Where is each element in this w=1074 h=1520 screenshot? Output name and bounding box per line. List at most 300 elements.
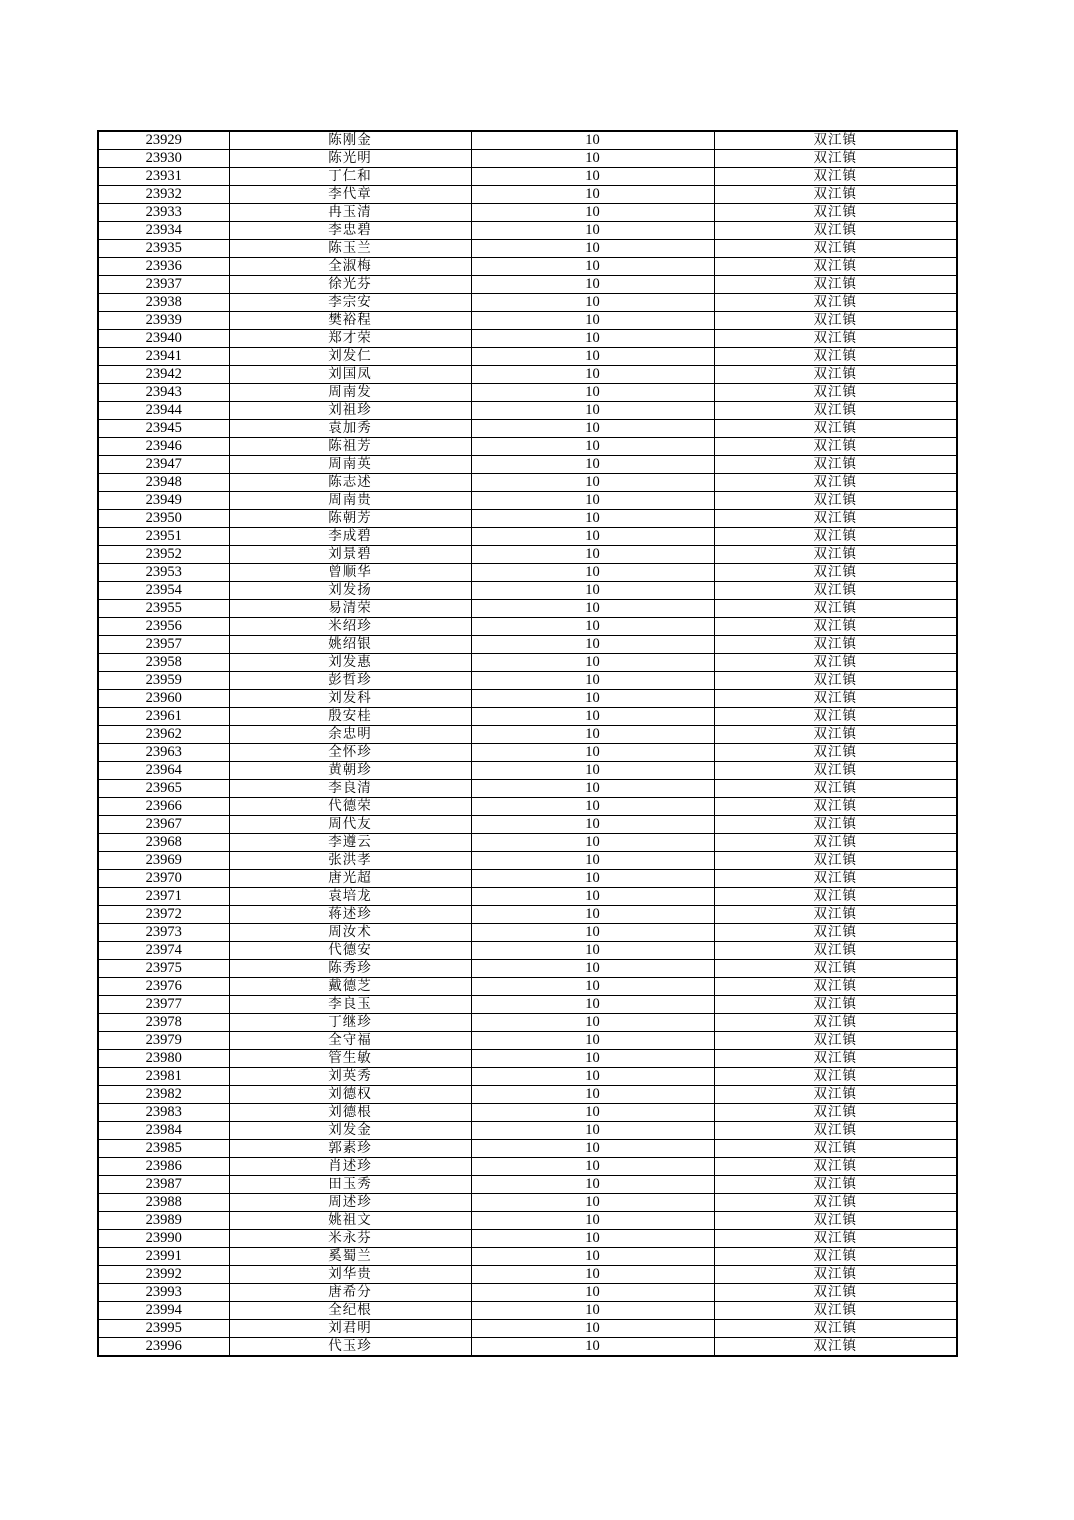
person-name-cell: 陈秀珍 (229, 960, 471, 978)
table-row (98, 420, 957, 438)
town-cell: 双江镇 (714, 906, 957, 924)
amount-cell: 10 (471, 1176, 714, 1194)
town-cell: 双江镇 (714, 852, 957, 870)
town-cell: 双江镇 (714, 312, 957, 330)
amount-cell: 10 (471, 186, 714, 204)
row-number-cell: 23944 (98, 402, 229, 420)
amount-cell: 10 (471, 510, 714, 528)
table-row (98, 1212, 957, 1230)
table-row (98, 222, 957, 240)
amount-cell: 10 (471, 852, 714, 870)
person-name-cell: 刘君明 (229, 1320, 471, 1338)
town-cell: 双江镇 (714, 222, 957, 240)
amount-cell: 10 (471, 978, 714, 996)
person-name-cell: 彭哲珍 (229, 672, 471, 690)
row-number-cell: 23966 (98, 798, 229, 816)
row-number-cell: 23996 (98, 1338, 229, 1357)
town-cell: 双江镇 (714, 258, 957, 276)
person-name-cell: 陈刚金 (229, 131, 471, 150)
roster-table (97, 130, 958, 1357)
row-number-cell: 23964 (98, 762, 229, 780)
town-cell: 双江镇 (714, 708, 957, 726)
person-name-cell: 米永芬 (229, 1230, 471, 1248)
amount-cell: 10 (471, 1302, 714, 1320)
row-number-cell: 23962 (98, 726, 229, 744)
table-row (98, 996, 957, 1014)
person-name-cell: 刘华贵 (229, 1266, 471, 1284)
amount-cell: 10 (471, 1338, 714, 1357)
person-name-cell: 刘英秀 (229, 1068, 471, 1086)
amount-cell: 10 (471, 528, 714, 546)
table-row (98, 888, 957, 906)
table-row (98, 582, 957, 600)
amount-cell: 10 (471, 906, 714, 924)
town-cell: 双江镇 (714, 870, 957, 888)
town-cell: 双江镇 (714, 996, 957, 1014)
town-cell: 双江镇 (714, 1050, 957, 1068)
table-row (98, 744, 957, 762)
town-cell: 双江镇 (714, 816, 957, 834)
amount-cell: 10 (471, 1158, 714, 1176)
amount-cell: 10 (471, 1104, 714, 1122)
row-number-cell: 23948 (98, 474, 229, 492)
row-number-cell: 23968 (98, 834, 229, 852)
amount-cell: 10 (471, 492, 714, 510)
amount-cell: 10 (471, 420, 714, 438)
town-cell: 双江镇 (714, 1158, 957, 1176)
person-name-cell: 黄朝珍 (229, 762, 471, 780)
row-number-cell: 23930 (98, 150, 229, 168)
row-number-cell: 23965 (98, 780, 229, 798)
row-number-cell: 23994 (98, 1302, 229, 1320)
amount-cell: 10 (471, 888, 714, 906)
table-row (98, 852, 957, 870)
table-row (98, 456, 957, 474)
town-cell: 双江镇 (714, 1014, 957, 1032)
row-number-cell: 23979 (98, 1032, 229, 1050)
person-name-cell: 米绍珍 (229, 618, 471, 636)
table-row (98, 1104, 957, 1122)
row-number-cell: 23988 (98, 1194, 229, 1212)
amount-cell: 10 (471, 564, 714, 582)
town-cell: 双江镇 (714, 1248, 957, 1266)
person-name-cell: 张洪孝 (229, 852, 471, 870)
table-row (98, 906, 957, 924)
amount-cell: 10 (471, 762, 714, 780)
person-name-cell: 李良清 (229, 780, 471, 798)
table-row (98, 1140, 957, 1158)
row-number-cell: 23981 (98, 1068, 229, 1086)
town-cell: 双江镇 (714, 204, 957, 222)
person-name-cell: 余忠明 (229, 726, 471, 744)
amount-cell: 10 (471, 1248, 714, 1266)
town-cell: 双江镇 (714, 636, 957, 654)
town-cell: 双江镇 (714, 942, 957, 960)
table-row (98, 330, 957, 348)
roster-table-body (98, 131, 957, 1356)
row-number-cell: 23971 (98, 888, 229, 906)
person-name-cell: 唐希分 (229, 1284, 471, 1302)
amount-cell: 10 (471, 726, 714, 744)
amount-cell: 10 (471, 438, 714, 456)
table-row (98, 131, 957, 150)
table-row (98, 474, 957, 492)
person-name-cell: 姚绍银 (229, 636, 471, 654)
table-row (98, 1158, 957, 1176)
town-cell: 双江镇 (714, 834, 957, 852)
amount-cell: 10 (471, 1266, 714, 1284)
amount-cell: 10 (471, 942, 714, 960)
row-number-cell: 23940 (98, 330, 229, 348)
amount-cell: 10 (471, 546, 714, 564)
table-row (98, 798, 957, 816)
row-number-cell: 23984 (98, 1122, 229, 1140)
table-row (98, 1302, 957, 1320)
person-name-cell: 刘德根 (229, 1104, 471, 1122)
amount-cell: 10 (471, 1014, 714, 1032)
table-row (98, 708, 957, 726)
person-name-cell: 冉玉清 (229, 204, 471, 222)
table-row (98, 510, 957, 528)
person-name-cell: 周述珍 (229, 1194, 471, 1212)
town-cell: 双江镇 (714, 618, 957, 636)
amount-cell: 10 (471, 1140, 714, 1158)
person-name-cell: 李忠碧 (229, 222, 471, 240)
person-name-cell: 代德安 (229, 942, 471, 960)
town-cell: 双江镇 (714, 1176, 957, 1194)
town-cell: 双江镇 (714, 1086, 957, 1104)
table-row (98, 1176, 957, 1194)
person-name-cell: 全淑梅 (229, 258, 471, 276)
row-number-cell: 23967 (98, 816, 229, 834)
town-cell: 双江镇 (714, 726, 957, 744)
table-row (98, 600, 957, 618)
table-row (98, 150, 957, 168)
amount-cell: 10 (471, 474, 714, 492)
person-name-cell: 戴德芝 (229, 978, 471, 996)
row-number-cell: 23982 (98, 1086, 229, 1104)
row-number-cell: 23993 (98, 1284, 229, 1302)
amount-cell: 10 (471, 312, 714, 330)
town-cell: 双江镇 (714, 150, 957, 168)
amount-cell: 10 (471, 1212, 714, 1230)
table-row (98, 1032, 957, 1050)
person-name-cell: 郭素珍 (229, 1140, 471, 1158)
table-row (98, 762, 957, 780)
table-row (98, 1050, 957, 1068)
amount-cell: 10 (471, 1122, 714, 1140)
person-name-cell: 全守福 (229, 1032, 471, 1050)
row-number-cell: 23950 (98, 510, 229, 528)
table-row (98, 528, 957, 546)
person-name-cell: 刘德权 (229, 1086, 471, 1104)
row-number-cell: 23958 (98, 654, 229, 672)
row-number-cell: 23947 (98, 456, 229, 474)
amount-cell: 10 (471, 996, 714, 1014)
person-name-cell: 周南发 (229, 384, 471, 402)
amount-cell: 10 (471, 330, 714, 348)
table-row (98, 1230, 957, 1248)
row-number-cell: 23989 (98, 1212, 229, 1230)
person-name-cell: 姚祖文 (229, 1212, 471, 1230)
amount-cell: 10 (471, 240, 714, 258)
table-row (98, 240, 957, 258)
person-name-cell: 管生敏 (229, 1050, 471, 1068)
row-number-cell: 23980 (98, 1050, 229, 1068)
row-number-cell: 23931 (98, 168, 229, 186)
town-cell: 双江镇 (714, 366, 957, 384)
person-name-cell: 陈祖芳 (229, 438, 471, 456)
person-name-cell: 樊裕程 (229, 312, 471, 330)
town-cell: 双江镇 (714, 348, 957, 366)
town-cell: 双江镇 (714, 1302, 957, 1320)
person-name-cell: 周汝术 (229, 924, 471, 942)
town-cell: 双江镇 (714, 582, 957, 600)
person-name-cell: 李良玉 (229, 996, 471, 1014)
amount-cell: 10 (471, 672, 714, 690)
town-cell: 双江镇 (714, 1104, 957, 1122)
row-number-cell: 23935 (98, 240, 229, 258)
amount-cell: 10 (471, 348, 714, 366)
amount-cell: 10 (471, 402, 714, 420)
town-cell: 双江镇 (714, 276, 957, 294)
row-number-cell: 23956 (98, 618, 229, 636)
table-row (98, 834, 957, 852)
person-name-cell: 奚蜀兰 (229, 1248, 471, 1266)
town-cell: 双江镇 (714, 1032, 957, 1050)
row-number-cell: 23949 (98, 492, 229, 510)
table-row (98, 438, 957, 456)
table-row (98, 168, 957, 186)
town-cell: 双江镇 (714, 528, 957, 546)
amount-cell: 10 (471, 150, 714, 168)
amount-cell: 10 (471, 456, 714, 474)
row-number-cell: 23975 (98, 960, 229, 978)
amount-cell: 10 (471, 1194, 714, 1212)
town-cell: 双江镇 (714, 744, 957, 762)
person-name-cell: 刘发扬 (229, 582, 471, 600)
person-name-cell: 陈志述 (229, 474, 471, 492)
amount-cell: 10 (471, 384, 714, 402)
town-cell: 双江镇 (714, 798, 957, 816)
row-number-cell: 23946 (98, 438, 229, 456)
row-number-cell: 23991 (98, 1248, 229, 1266)
table-row (98, 1122, 957, 1140)
row-number-cell: 23961 (98, 708, 229, 726)
row-number-cell: 23973 (98, 924, 229, 942)
town-cell: 双江镇 (714, 924, 957, 942)
town-cell: 双江镇 (714, 888, 957, 906)
table-row (98, 384, 957, 402)
table-row (98, 960, 957, 978)
amount-cell: 10 (471, 1032, 714, 1050)
table-row (98, 1266, 957, 1284)
person-name-cell: 李遵云 (229, 834, 471, 852)
table-row (98, 276, 957, 294)
table-row (98, 1014, 957, 1032)
person-name-cell: 丁继珍 (229, 1014, 471, 1032)
table-row (98, 1338, 957, 1357)
town-cell: 双江镇 (714, 474, 957, 492)
person-name-cell: 李代章 (229, 186, 471, 204)
amount-cell: 10 (471, 168, 714, 186)
row-number-cell: 23939 (98, 312, 229, 330)
amount-cell: 10 (471, 708, 714, 726)
row-number-cell: 23995 (98, 1320, 229, 1338)
town-cell: 双江镇 (714, 960, 957, 978)
table-row (98, 1194, 957, 1212)
amount-cell: 10 (471, 258, 714, 276)
amount-cell: 10 (471, 276, 714, 294)
table-row (98, 1086, 957, 1104)
row-number-cell: 23945 (98, 420, 229, 438)
town-cell: 双江镇 (714, 1194, 957, 1212)
person-name-cell: 肖述珍 (229, 1158, 471, 1176)
table-row (98, 546, 957, 564)
town-cell: 双江镇 (714, 780, 957, 798)
town-cell: 双江镇 (714, 1266, 957, 1284)
town-cell: 双江镇 (714, 1338, 957, 1357)
town-cell: 双江镇 (714, 438, 957, 456)
table-row (98, 816, 957, 834)
town-cell: 双江镇 (714, 294, 957, 312)
amount-cell: 10 (471, 690, 714, 708)
town-cell: 双江镇 (714, 131, 957, 150)
row-number-cell: 23937 (98, 276, 229, 294)
town-cell: 双江镇 (714, 510, 957, 528)
amount-cell: 10 (471, 618, 714, 636)
row-number-cell: 23983 (98, 1104, 229, 1122)
person-name-cell: 周南英 (229, 456, 471, 474)
person-name-cell: 曾顺华 (229, 564, 471, 582)
person-name-cell: 蒋述珍 (229, 906, 471, 924)
amount-cell: 10 (471, 636, 714, 654)
row-number-cell: 23952 (98, 546, 229, 564)
amount-cell: 10 (471, 582, 714, 600)
town-cell: 双江镇 (714, 672, 957, 690)
town-cell: 双江镇 (714, 600, 957, 618)
row-number-cell: 23987 (98, 1176, 229, 1194)
town-cell: 双江镇 (714, 978, 957, 996)
row-number-cell: 23986 (98, 1158, 229, 1176)
table-row (98, 1284, 957, 1302)
person-name-cell: 全怀珍 (229, 744, 471, 762)
person-name-cell: 陈朝芳 (229, 510, 471, 528)
person-name-cell: 唐光超 (229, 870, 471, 888)
row-number-cell: 23951 (98, 528, 229, 546)
table-row (98, 654, 957, 672)
table-row (98, 1068, 957, 1086)
amount-cell: 10 (471, 1284, 714, 1302)
table-row (98, 780, 957, 798)
table-row (98, 492, 957, 510)
row-number-cell: 23953 (98, 564, 229, 582)
amount-cell: 10 (471, 131, 714, 150)
person-name-cell: 刘国凤 (229, 366, 471, 384)
table-row (98, 402, 957, 420)
person-name-cell: 刘发金 (229, 1122, 471, 1140)
person-name-cell: 徐光芬 (229, 276, 471, 294)
table-row (98, 978, 957, 996)
person-name-cell: 袁培龙 (229, 888, 471, 906)
table-row (98, 258, 957, 276)
person-name-cell: 刘景碧 (229, 546, 471, 564)
amount-cell: 10 (471, 798, 714, 816)
table-row (98, 672, 957, 690)
amount-cell: 10 (471, 960, 714, 978)
row-number-cell: 23959 (98, 672, 229, 690)
row-number-cell: 23969 (98, 852, 229, 870)
table-row (98, 924, 957, 942)
amount-cell: 10 (471, 204, 714, 222)
person-name-cell: 刘发仁 (229, 348, 471, 366)
town-cell: 双江镇 (714, 402, 957, 420)
person-name-cell: 田玉秀 (229, 1176, 471, 1194)
person-name-cell: 周南贵 (229, 492, 471, 510)
table-row (98, 312, 957, 330)
amount-cell: 10 (471, 1068, 714, 1086)
table-row (98, 204, 957, 222)
amount-cell: 10 (471, 780, 714, 798)
table-row (98, 618, 957, 636)
row-number-cell: 23943 (98, 384, 229, 402)
town-cell: 双江镇 (714, 654, 957, 672)
person-name-cell: 李成碧 (229, 528, 471, 546)
person-name-cell: 陈光明 (229, 150, 471, 168)
row-number-cell: 23934 (98, 222, 229, 240)
amount-cell: 10 (471, 222, 714, 240)
row-number-cell: 23974 (98, 942, 229, 960)
row-number-cell: 23985 (98, 1140, 229, 1158)
amount-cell: 10 (471, 924, 714, 942)
amount-cell: 10 (471, 834, 714, 852)
town-cell: 双江镇 (714, 1284, 957, 1302)
person-name-cell: 全纪根 (229, 1302, 471, 1320)
row-number-cell: 23978 (98, 1014, 229, 1032)
table-row (98, 348, 957, 366)
table-row (98, 1320, 957, 1338)
town-cell: 双江镇 (714, 1140, 957, 1158)
row-number-cell: 23938 (98, 294, 229, 312)
town-cell: 双江镇 (714, 420, 957, 438)
person-name-cell: 代德荣 (229, 798, 471, 816)
person-name-cell: 代玉珍 (229, 1338, 471, 1357)
amount-cell: 10 (471, 1086, 714, 1104)
person-name-cell: 郑才荣 (229, 330, 471, 348)
person-name-cell: 袁加秀 (229, 420, 471, 438)
row-number-cell: 23963 (98, 744, 229, 762)
town-cell: 双江镇 (714, 492, 957, 510)
row-number-cell: 23942 (98, 366, 229, 384)
amount-cell: 10 (471, 816, 714, 834)
row-number-cell: 23972 (98, 906, 229, 924)
row-number-cell: 23976 (98, 978, 229, 996)
person-name-cell: 李宗安 (229, 294, 471, 312)
town-cell: 双江镇 (714, 1212, 957, 1230)
town-cell: 双江镇 (714, 168, 957, 186)
table-row (98, 726, 957, 744)
person-name-cell: 陈玉兰 (229, 240, 471, 258)
table-row (98, 1248, 957, 1266)
amount-cell: 10 (471, 744, 714, 762)
town-cell: 双江镇 (714, 240, 957, 258)
table-row (98, 564, 957, 582)
row-number-cell: 23990 (98, 1230, 229, 1248)
row-number-cell: 23970 (98, 870, 229, 888)
amount-cell: 10 (471, 1230, 714, 1248)
table-row (98, 366, 957, 384)
person-name-cell: 丁仁和 (229, 168, 471, 186)
